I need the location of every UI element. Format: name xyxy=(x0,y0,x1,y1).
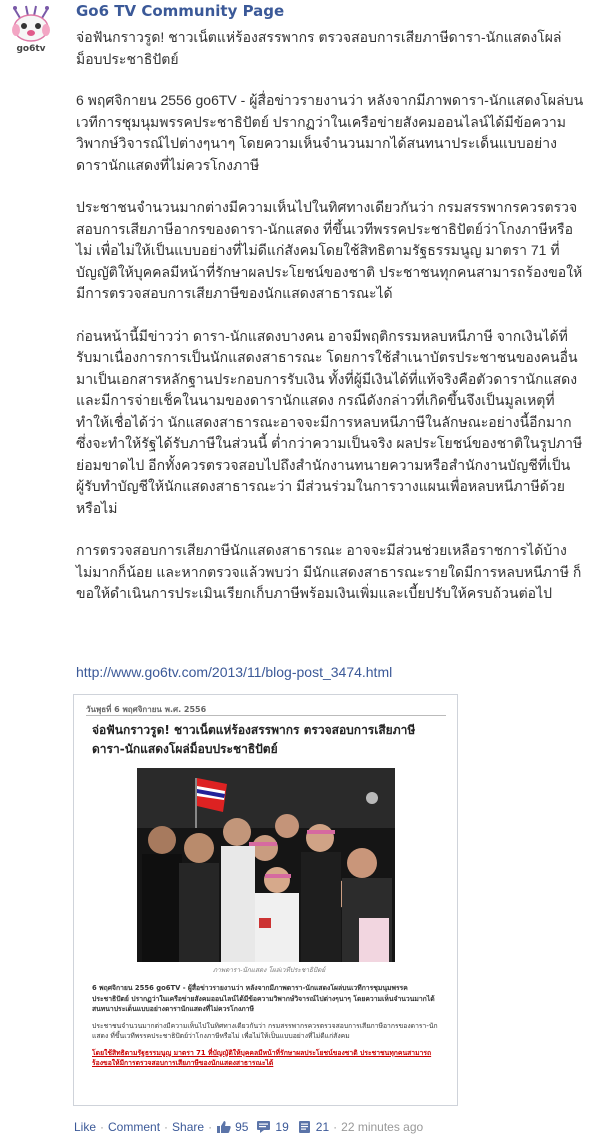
comment-count[interactable] xyxy=(256,1120,288,1134)
share-icon xyxy=(297,1120,313,1134)
share-link[interactable]: Share xyxy=(172,1120,205,1134)
post-paragraph: การตรวจสอบการเสียภาษีนักแสดงสาธารณะ อาจจะมีส่วนช่วยเหลือราชการได้บ้าง ไม่มากก็น้อย และหากตรวจแล้วพบว่า มีนักแสดงสาธารณะรายใดมีการหลบหนีภาษี ก็ขอให้ดำเนินการประเมินเรียกเก็บภาษีพร้อมเงินเพิ่มและเบี้ยปรับให้ครบถ้วนต่อไป xyxy=(76,542,582,601)
share-count-value: 21 xyxy=(315,1120,330,1134)
separator: · xyxy=(208,1120,213,1134)
attached-image[interactable] xyxy=(73,694,458,1106)
post-paragraph: ประชาชนจำนวนมากต่างมีความเห็นไปในทิศทางเดียวกันว่า กรมสรรพากรควรตรวจสอบการเสียภาษีอากรของดารา-นักแสดง ที่ขึ้นเวทีพรรคประชาธิปัตย์ว่าโกงภาษีหรือไม่ เพื่อไม่ให้เป็นแบบอย่างที่ไม่ดีแก่สังคมโดยใช้สิทธิตามรัฐธรรมนูญ มาตรา 71 ที่บัญญัติให้บุคคลมีหน้าที่รักษาผลประโยชน์ของชาติ ประชาชนทุกคนสามารถร้องขอให้มีการตรวจสอบการเสียภาษีของนักแสดงสาธารณะได้ xyxy=(76,199,583,301)
news-photo xyxy=(137,768,395,962)
clip-date: วันพุธที่ 6 พฤศจิกายน พ.ศ. 2556 xyxy=(86,705,207,714)
post-paragraph: ก่อนหน้านี้มีข่าวว่า ดารา-นักแสดงบางคน อาจมีพฤติกรรมหลบหนีภาษี จากเงินได้ที่รับมาเนื่องการการเป็นนักแสดงสาธารณะ โดยการใช้สำเนาบัตรประชาชนของคนอื่นมาเป็นเอกสารหลักฐานประกอบการรับเงิน ทั้งที่ผู้มีเงินได้ที่แท้จริงคือตัวดารานักแสดง และมีการจ่ายเช็คในนามของดารานักแสดง กรณีดังกล่าวที่เกิดขึ้นจึงเป็นมูลเหตุที่ทำให้เชื่อได้ว่า นักแสดงสาธารณะอาจจะมีการหลบหนีภาษีในลักษณะอย่างนี้อีกมาก ซึ่งจะทำให้รัฐได้รับภาษีในส่วนนี้ ต่ำกว่าความเป็นจริง ผลประโยชน์ของชาติในรูปภาษีย่อมขาดไป อีกทั้งควรตรวจสอบไปถึงสำนักงานทนายความหรือสำนักงานบัญชีที่เป็นผู้รับทำบัญชีให้นักแสดงสาธารณะว่า มีส่วนร่วมในการวางแผนเพื่อหลบหนีภาษีด้วยหรือไม่ xyxy=(76,327,583,516)
clip-paragraph: 6 พฤศจิกายน 2556 go6TV - ผู้สื่อข่าวรายงานว่า หลังจากมีภาพดารา-นักแสดงโผล่บนเวทีการชุมนุมพรรคประชาธิปัตย์ ปรากฏว่าในเครือข่ายสังคมออนไลน์ได้มีข้อความวิพากษ์วิจารณ์ไปต่างๆนาๆ โดยความเห็นจำนวนมากได้สนทนาประเด็นแบบอย่างดารานักแสดงที่ไม่ควรโกงภาษี xyxy=(92,984,435,1013)
clip-paragraph-highlight: โดยใช้สิทธิตามรัฐธรรมนูญ มาตรา 71 ที่บัญญัติให้บุคคลมีหน้าที่รักษาผลประโยชน์ของชาติ ประชาชนทุกคนสามารถร้องขอให้มีการตรวจสอบการเสียภาษีของนักแสดงสาธารณะได้ xyxy=(92,1048,432,1067)
clip-divider xyxy=(86,715,446,716)
clip-body xyxy=(92,983,442,1069)
page-name-link[interactable]: Go6 TV Community Page xyxy=(76,2,285,20)
separator: · xyxy=(333,1120,338,1134)
post-paragraph: 6 พฤศจิกายน 2556 go6TV - ผู้สื่อข่าวรายงานว่า หลังจากมีภาพดารา-นักแสดงโผล่บนเวทีการชุมนุมพรรคประชาธิปัตย์ ปรากฏว่าในเครือข่ายสังคมออนไลน์ได้มีข้อความวิพากษ์วิจารณ์ไปต่างๆนาๆ โดยความเห็นจำนวนมากได้สนทนาประเด็นแบบอย่างดารานักแสดงที่ไม่ควรโกงภาษี xyxy=(76,92,584,173)
post-timestamp[interactable]: 22 minutes ago xyxy=(341,1120,424,1134)
comment-link[interactable]: Comment xyxy=(108,1120,161,1134)
go6tv-logo xyxy=(6,4,56,54)
clip-headline: จ่อฟันกราวรูด! ชาวเน็ตแห่ร้องสรรพากร ตรวจสอบการเสียภาษีดารา-นักแสดงโผล่ม็อบประชาธิปัตย์ xyxy=(92,723,416,756)
photo-caption: ภาพดารา-นักแสดง โผล่เวทีประชาธิปัตย์ xyxy=(212,966,326,974)
comment-count-value: 19 xyxy=(275,1120,289,1134)
separator: · xyxy=(100,1120,105,1134)
post-headline: จ่อฟันกราวรูด! ชาวเน็ตแห่ร้องสรรพากร ตรวจสอบการเสียภาษีดารา-นักแสดงโผล่ม็อบประชาธิปัตย์ xyxy=(76,29,562,67)
svg-text:go6tv: go6tv xyxy=(16,44,46,54)
separator: · xyxy=(164,1120,169,1134)
like-count[interactable] xyxy=(216,1120,248,1134)
thumbs-up-icon xyxy=(216,1120,232,1134)
crowd-photo-graphic xyxy=(137,768,395,962)
post-body xyxy=(76,27,584,626)
page-avatar[interactable] xyxy=(6,4,56,54)
share-count[interactable] xyxy=(297,1120,329,1134)
post-actions xyxy=(74,1120,423,1134)
post-link[interactable]: http://www.go6tv.com/2013/11/blog-post_3474.html xyxy=(76,664,393,680)
clip-paragraph: ประชาชนจำนวนมากต่างมีความเห็นไปในทิศทางเดียวกันว่า กรมสรรพากรควรตรวจสอบการเสียภาษีอากรของดารา-นักแสดง ที่ขึ้นเวทีพรรคประชาธิปัตย์ว่าโกงภาษีหรือไม่ เพื่อไม่ให้เป็นแบบอย่างที่ไม่ดีแก่สังคม xyxy=(92,1021,438,1040)
like-link[interactable]: Like xyxy=(74,1120,97,1134)
like-count-value: 95 xyxy=(235,1120,249,1134)
comment-icon xyxy=(256,1120,272,1134)
